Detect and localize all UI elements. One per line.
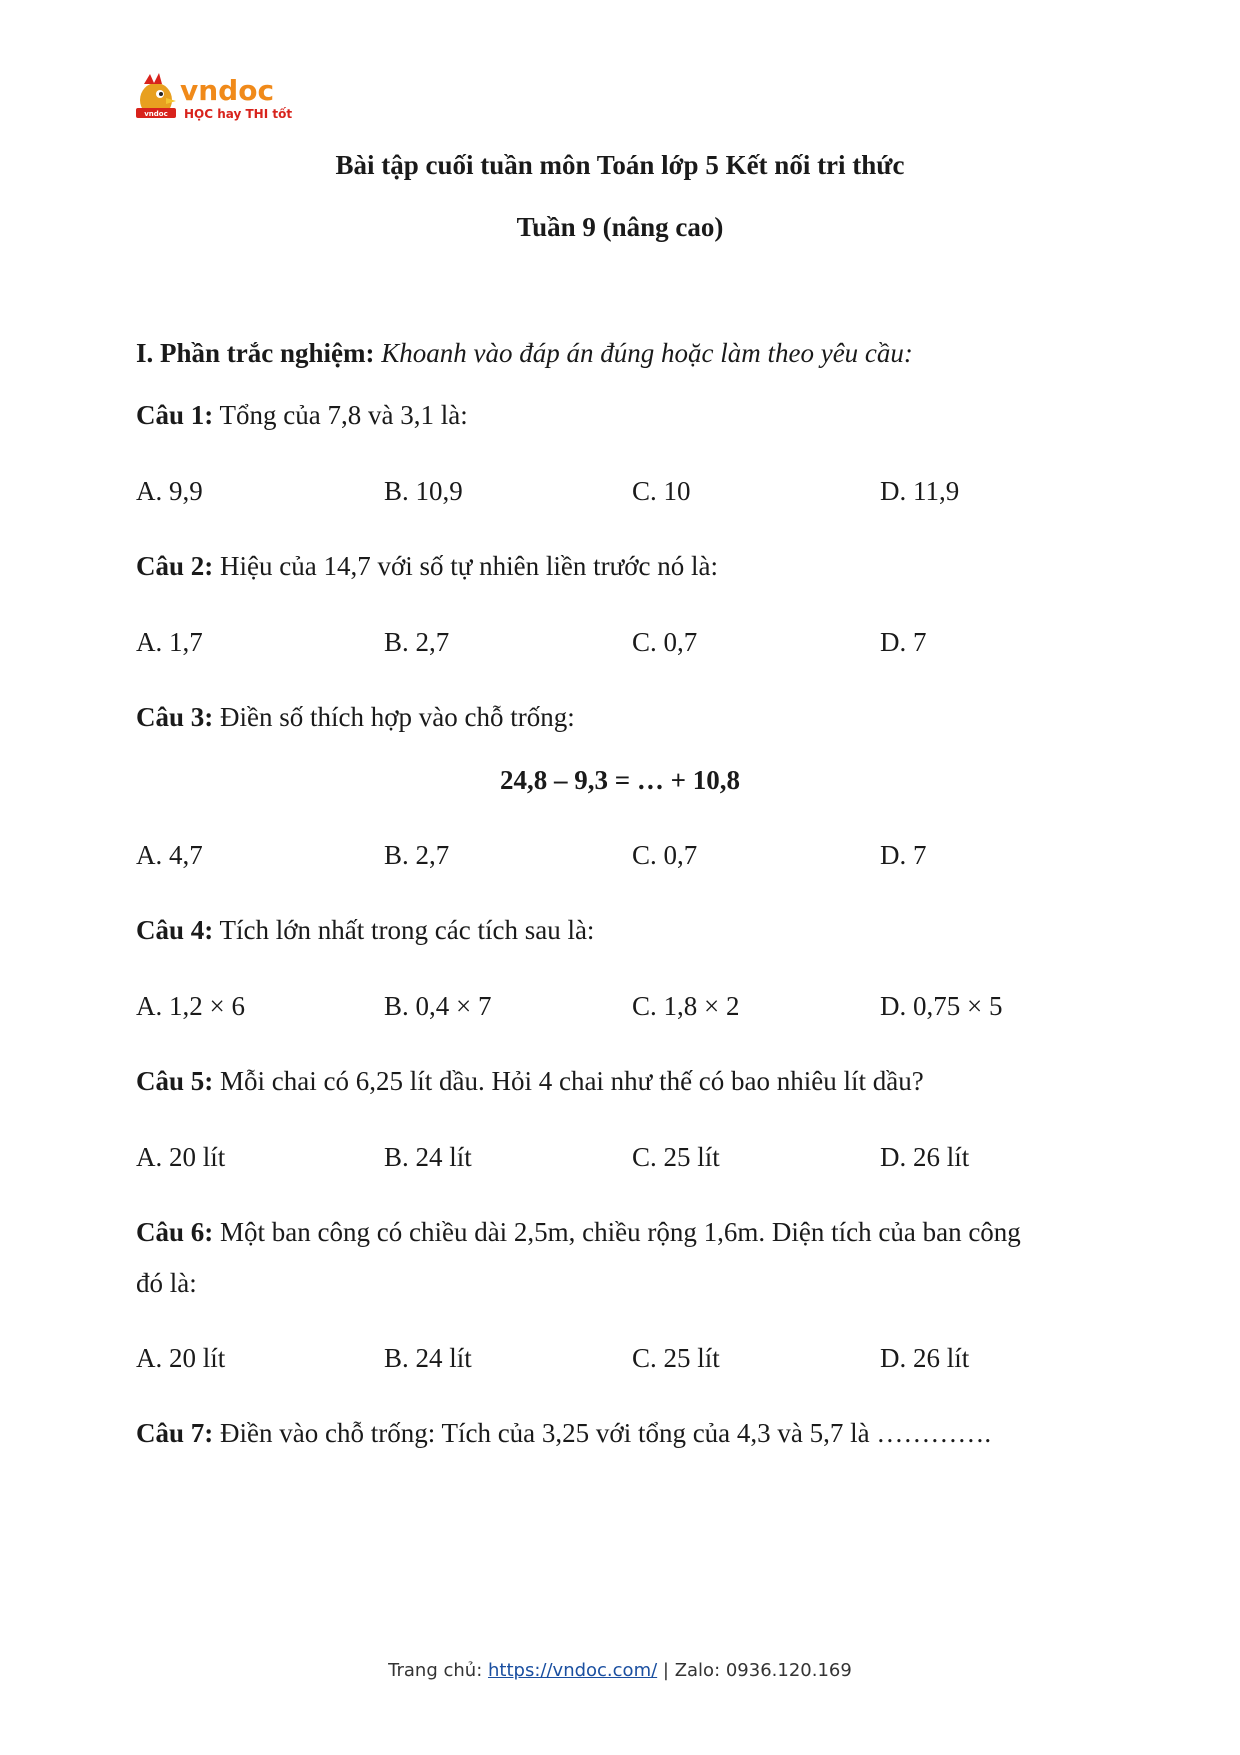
option-d[interactable]: D. 7: [880, 627, 927, 657]
option-b[interactable]: B. 2,7: [384, 627, 450, 657]
logo-tagline: HỌC hay THI tốt: [184, 107, 293, 121]
option-c[interactable]: C. 0,7: [632, 840, 698, 870]
question-7: [136, 1418, 991, 1449]
option-b[interactable]: B. 0,4 × 7: [384, 991, 492, 1021]
question-4: [136, 915, 594, 946]
option-a[interactable]: A. 20 lít: [136, 1343, 226, 1373]
question-5-options: [136, 1142, 1136, 1178]
option-d[interactable]: D. 11,9: [880, 476, 960, 506]
question-label: Câu 1:: [136, 400, 214, 430]
option-b[interactable]: B. 24 lít: [384, 1142, 472, 1172]
question-text: Tổng của 7,8 và 3,1 là:: [219, 400, 468, 430]
question-text: Một ban công có chiều dài 2,5m, chiều rộng 1,6m. Diện tích của ban công: [220, 1217, 1021, 1247]
question-label: Câu 3:: [136, 702, 214, 732]
question-text: Điền vào chỗ trống: Tích của 3,25 với tổng của 4,3 và 5,7 là ………….: [220, 1418, 992, 1448]
question-label: Câu 5:: [136, 1066, 214, 1096]
logo-graphic: [134, 70, 304, 126]
logo-brand-text: vndoc: [180, 74, 275, 107]
question-text: Tích lớn nhất trong các tích sau là:: [219, 915, 595, 945]
question-4-options: [136, 991, 1136, 1027]
question-6: [136, 1217, 1021, 1248]
question-6-continuation: đó là:: [136, 1268, 197, 1298]
section-instruction: Khoanh vào đáp án đúng hoặc làm theo yêu cầu:: [381, 338, 913, 368]
option-a[interactable]: A. 1,2 × 6: [136, 991, 245, 1021]
option-b[interactable]: B. 10,9: [384, 476, 463, 506]
option-c[interactable]: C. 25 lít: [632, 1142, 720, 1172]
option-c[interactable]: C. 10: [632, 476, 691, 506]
footer-prefix: Trang chủ:: [388, 1660, 483, 1681]
section-label: I. Phần trắc nghiệm:: [136, 338, 375, 368]
option-d[interactable]: D. 0,75 × 5: [880, 991, 1003, 1021]
question-label: Câu 6:: [136, 1217, 214, 1247]
option-b[interactable]: B. 24 lít: [384, 1343, 472, 1373]
question-label: Câu 4:: [136, 915, 214, 945]
question-label: Câu 2:: [136, 551, 214, 581]
question-2-options: [136, 627, 1136, 663]
option-b[interactable]: B. 2,7: [384, 840, 450, 870]
option-c[interactable]: C. 0,7: [632, 627, 698, 657]
footer-homepage-link[interactable]: https://vndoc.com/: [488, 1660, 658, 1681]
section-heading: [136, 338, 913, 369]
svg-text:vndoc: vndoc: [144, 110, 168, 118]
option-a[interactable]: A. 20 lít: [136, 1142, 226, 1172]
option-d[interactable]: D. 26 lít: [880, 1343, 970, 1373]
question-1-options: [136, 476, 1136, 512]
option-a[interactable]: A. 1,7: [136, 627, 203, 657]
question-text: Mỗi chai có 6,25 lít dầu. Hỏi 4 chai như thế có bao nhiêu lít dầu?: [220, 1066, 924, 1096]
question-text: Điền số thích hợp vào chỗ trống:: [220, 702, 575, 732]
option-c[interactable]: C. 1,8 × 2: [632, 991, 740, 1021]
question-1: [136, 400, 468, 431]
option-d[interactable]: D. 26 lít: [880, 1142, 970, 1172]
option-a[interactable]: A. 9,9: [136, 476, 203, 506]
option-d[interactable]: D. 7: [880, 840, 927, 870]
question-label: Câu 7:: [136, 1418, 214, 1448]
question-3-equation: 24,8 – 9,3 = … + 10,8: [499, 765, 741, 795]
question-3: [136, 702, 575, 733]
option-c[interactable]: C. 25 lít: [632, 1343, 720, 1373]
document-subtitle: Tuần 9 (nâng cao): [516, 212, 724, 242]
question-2: [136, 551, 718, 582]
vndoc-logo: [134, 70, 304, 126]
question-5: [136, 1066, 924, 1097]
page-footer: [0, 1660, 1240, 1681]
question-6-options: [136, 1343, 1136, 1379]
question-text: Hiệu của 14,7 với số tự nhiên liền trước nó là:: [220, 551, 718, 581]
footer-contact: | Zalo: 0936.120.169: [662, 1660, 852, 1681]
option-a[interactable]: A. 4,7: [136, 840, 203, 870]
question-3-options: [136, 840, 1136, 876]
document-title: Bài tập cuối tuần môn Toán lớp 5 Kết nối tri thức: [335, 150, 905, 180]
